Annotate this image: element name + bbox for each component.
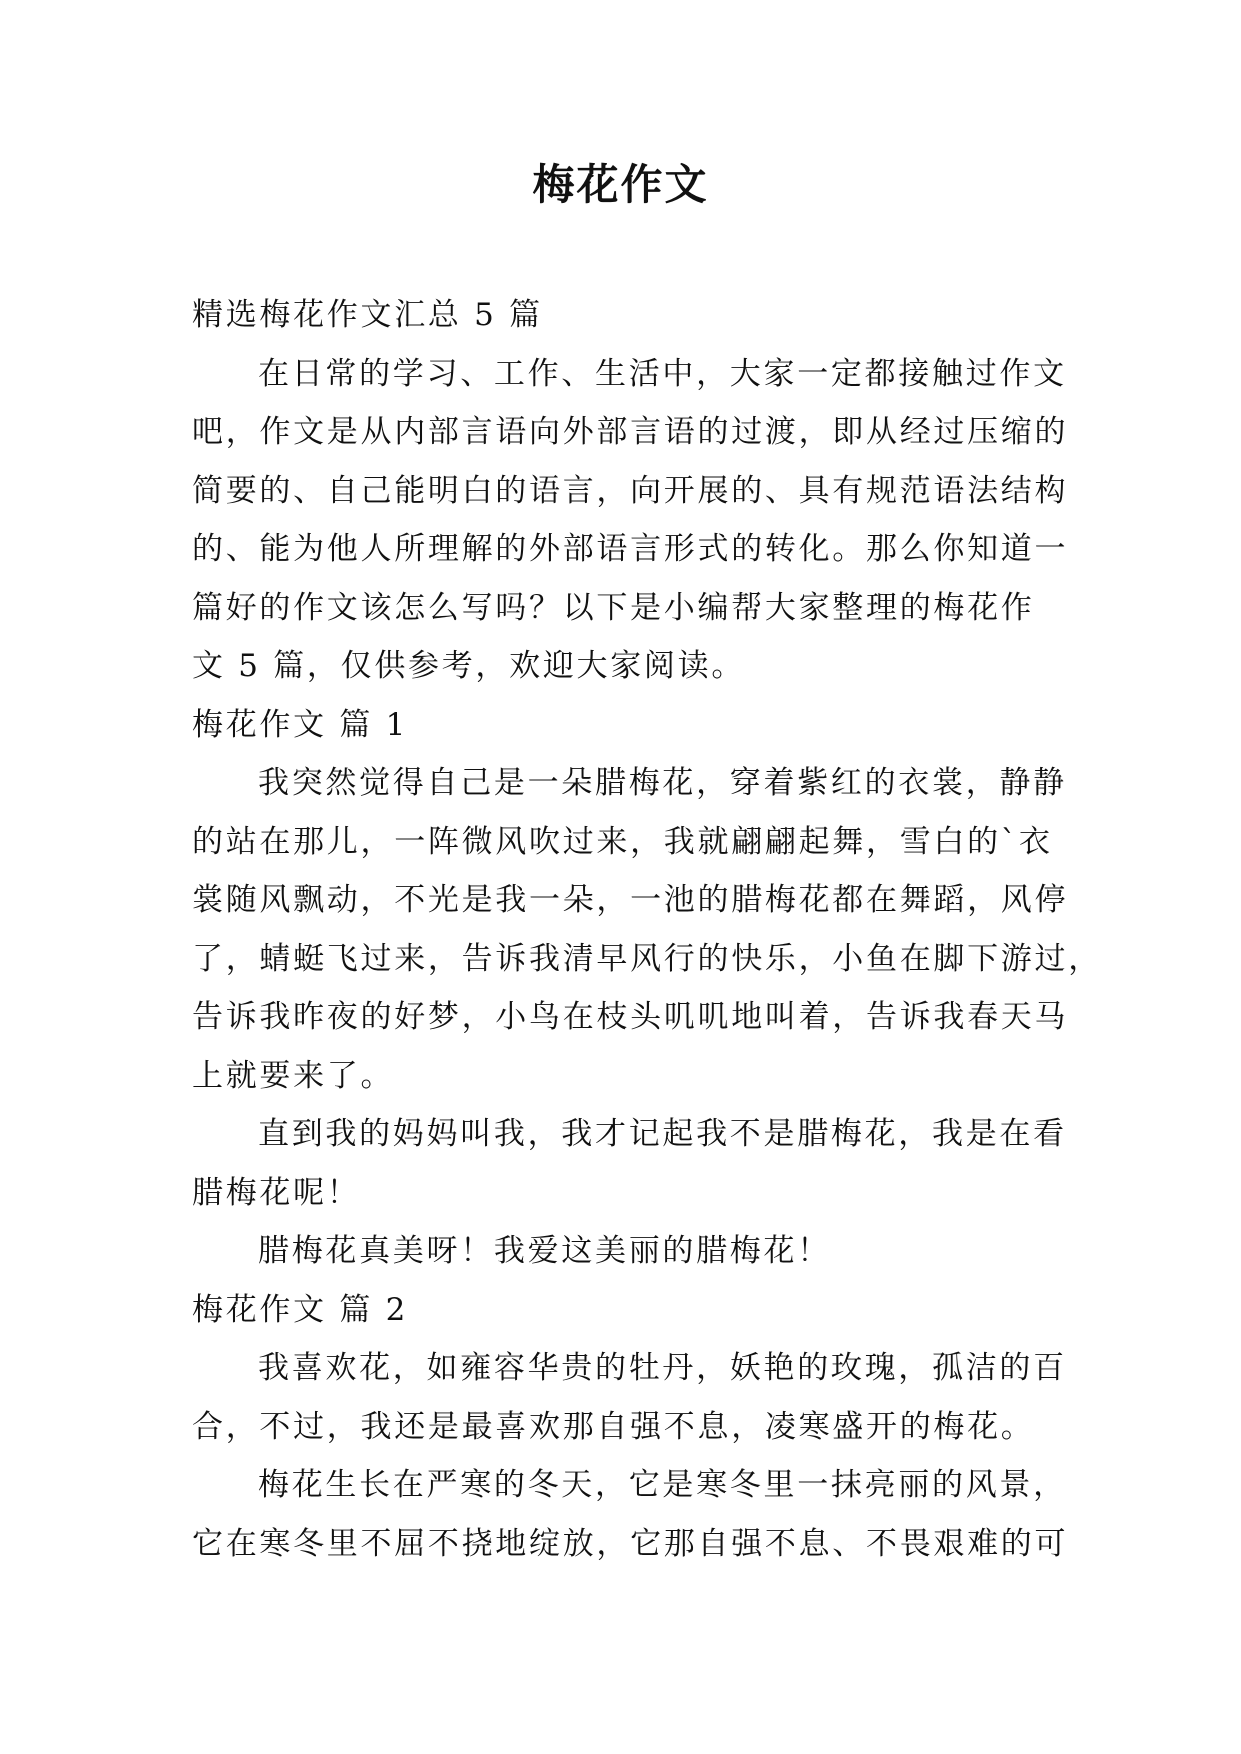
text-line: 它在寒冬里不屈不挠地绽放，它那自强不息、不畏艰难的可: [192, 1525, 1069, 1562]
text-line: 了，蜻蜓飞过来，告诉我清早风行的快乐，小鱼在脚下游过，: [192, 940, 1102, 977]
text-line: 文 5 篇，仅供参考，欢迎大家阅读。: [192, 648, 746, 684]
text-line: 我喜欢花，如雍容华贵的牡丹，妖艳的玫瑰，孤洁的百: [258, 1350, 1067, 1386]
text-line: 梅花作文 篇 2: [192, 1291, 409, 1328]
text-line: 上就要来了。: [192, 1057, 395, 1094]
text-line: 腊梅花呢！: [192, 1174, 361, 1211]
text-line: 合，不过，我还是最喜欢那自强不息，凌寒盛开的梅花。: [192, 1408, 1035, 1445]
document-body: [192, 286, 1102, 1573]
text-line: 腊梅花真美呀！我爱这美丽的腊梅花！: [258, 1233, 831, 1269]
text-line: 在日常的学习、工作、生活中，大家一定都接触过作文: [258, 355, 1067, 392]
text-line: 吧，作文是从内部言语向外部言语的过渡，即从经过压缩的: [192, 414, 1069, 450]
text-line: 告诉我昨夜的好梦，小鸟在枝头叽叽地叫着，告诉我春天马: [192, 999, 1069, 1035]
text-line: 精选梅花作文汇总 5 篇: [192, 297, 543, 333]
text-line: 我突然觉得自己是一朵腊梅花，穿着紫红的衣裳，静静: [258, 765, 1067, 801]
text-line: 的、能为他人所理解的外部语言形式的转化。那么你知道一: [192, 531, 1069, 567]
text-line: 篇好的作文该怎么写吗？以下是小编帮大家整理的梅花作: [192, 589, 1035, 626]
text-line: 梅花作文 篇 1: [192, 706, 409, 743]
text-line: 的站在那儿，一阵微风吹过来，我就翩翩起舞，雪白的`衣: [192, 823, 1053, 860]
document-title: 梅花作文: [532, 160, 709, 209]
text-line: 裳随风飘动，不光是我一朵，一池的腊梅花都在舞蹈，风停: [192, 882, 1069, 918]
text-line: 直到我的妈妈叫我，我才记起我不是腊梅花，我是在看: [258, 1116, 1067, 1152]
text-line: 简要的、自己能明白的语言，向开展的、具有规范语法结构: [192, 472, 1069, 509]
text-line: 梅花生长在严寒的冬天，它是寒冬里一抹亮丽的风景，: [258, 1467, 1067, 1503]
